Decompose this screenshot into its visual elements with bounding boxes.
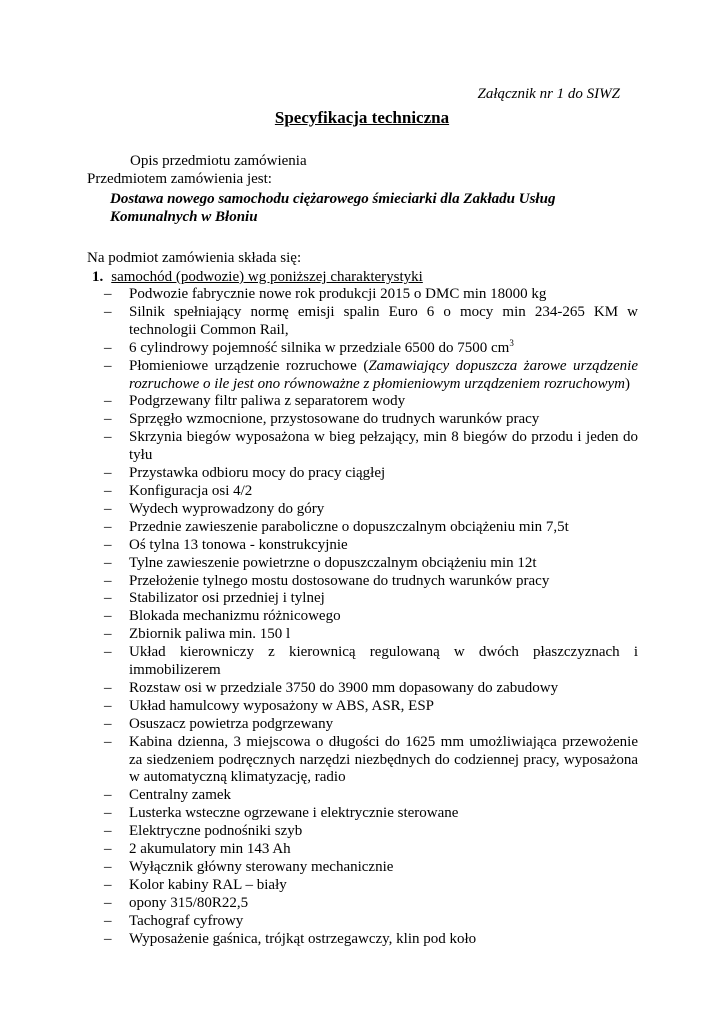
bullet-dash: – [104, 805, 112, 822]
list-item: – Oś tylna 13 tonowa - konstrukcyjnie [104, 536, 348, 553]
list-item: – Blokada mechanizmu różnicowego [104, 608, 341, 625]
bullet-dash: – [104, 894, 112, 911]
list-item: – Skrzynia biegów wyposażona w bieg pełzający, min 8 biegów do przodu i jeden do tyłu [104, 429, 638, 464]
order-subject: Dostawa nowego samochodu ciężarowego śmieciarki dla Zakładu Usług Komunalnych w Błoniu [110, 191, 556, 225]
bullet-dash: – [104, 841, 112, 858]
bullet-dash: – [104, 823, 112, 840]
bullet-dash: – [104, 644, 112, 661]
spec-list [104, 286, 638, 949]
bullet-dash: – [104, 715, 112, 732]
bullet-dash: – [104, 339, 112, 356]
list-item: – Wyposażenie gaśnica, trójkąt ostrzegawczy, klin pod koło [104, 930, 477, 947]
consists-line: Na podmiot zamówienia składa się: [87, 250, 302, 266]
bullet-dash: – [104, 465, 112, 482]
bullet-dash: – [104, 876, 112, 893]
bullet-dash: – [104, 572, 112, 589]
bullet-dash: – [104, 357, 112, 374]
list-item: – Tachograf cyfrowy [104, 912, 244, 929]
list-item: – Rozstaw osi w przedziale 3750 do 3900 mm dopasowany do zabudowy [104, 679, 559, 696]
annex-label: Załącznik nr 1 do SIWZ [477, 86, 620, 102]
bullet-dash: – [104, 590, 112, 607]
bullet-dash: – [104, 626, 112, 643]
intro-line-2: Przedmiotem zamówienia jest: [87, 171, 272, 187]
list-item: – Konfiguracja osi 4/2 [104, 482, 253, 499]
intro-line-1: Opis przedmiotu zamówienia [130, 153, 307, 169]
superscript: 3 [509, 337, 514, 348]
section-1-text: samochód (podwozie) wg poniższej charakterystyki [111, 269, 423, 285]
bullet-dash: – [104, 787, 112, 804]
bullet-dash: – [104, 608, 112, 625]
bullet-dash: – [104, 500, 112, 517]
list-item: – 6 cylindrowy pojemność silnika w przedziale 6500 do 7500 $cm^3$ [104, 337, 514, 356]
bullet-dash: – [104, 912, 112, 929]
section-1-number: 1. [92, 269, 104, 285]
bullet-dash: – [104, 411, 112, 428]
list-item: – Sprzęgło wzmocnione, przystosowane do trudnych warunków pracy [104, 411, 540, 428]
italic-note: Zamawiający dopuszcza żarowe urządzenie rozruchowe o ile jest ono równoważne z płomieniowym urządzeniem rozruchowym [129, 357, 638, 392]
list-item: – Silnik spełniający normę emisji spalin Euro 6 o mocy min 234-265 KM w technologii Common Rail, [104, 303, 638, 338]
list-item: – Tylne zawieszenie powietrzne o dopuszczalnym obciążeniu min 12t [104, 554, 537, 571]
list-item: – Przednie zawieszenie paraboliczne o dopuszczalnym obciążeniu min 7,5t [104, 518, 569, 535]
list-item: – Osuszacz powietrza podgrzewany [104, 715, 334, 732]
list-item: – Elektryczne podnośniki szyb [104, 823, 303, 840]
bullet-dash: – [104, 536, 112, 553]
list-item: – Układ kierowniczy z kierownicą regulowaną w dwóch płaszczyznach i immobilizerem [104, 644, 638, 679]
bullet-dash: – [104, 679, 112, 696]
list-item: – 2 akumulatory min 143 Ah [104, 841, 291, 858]
list-item: – opony 315/80R22,5 [104, 894, 249, 911]
list-item: – Kabina dzienna, 3 miejscowa o długości do 1625 mm umożliwiająca przewożenie za siedzeniem podręcznych narzędzi niezbędnych do codziennej pracy, wyposażona w automatyczną klimatyzację, radio [104, 733, 638, 786]
list-item: – Lusterka wsteczne ogrzewane i elektrycznie sterowane [104, 805, 459, 822]
list-item: – Wydech wyprowadzony do góry [104, 500, 325, 517]
page-title: Specyfikacja techniczna [274, 108, 450, 127]
bullet-dash: – [104, 930, 112, 947]
bullet-dash: – [104, 733, 112, 750]
list-item: – Przełożenie tylnego mostu dostosowane do trudnych warunków pracy [104, 572, 550, 589]
section-1-heading [92, 268, 423, 286]
bullet-dash: – [104, 393, 112, 410]
list-item: – Stabilizator osi przedniej i tylnej [104, 590, 325, 607]
list-item: – Układ hamulcowy wyposażony w ABS, ASR, ESP [104, 697, 435, 714]
bullet-dash: – [104, 554, 112, 571]
list-item: – Wyłącznik główny sterowany mechanicznie [104, 859, 394, 875]
list-item: – Podwozie fabrycznie nowe rok produkcji 2015 o DMC min 18000 kg [104, 286, 547, 302]
list-item: – Płomieniowe urządzenie rozruchowe (Zamawiający dopuszcza żarowe urządzenie rozruchowe o ile jest ono równoważne z płomieniowym urządzeniem rozruchowym) [104, 357, 638, 392]
bullet-dash: – [104, 429, 112, 446]
bullet-dash: – [104, 303, 112, 320]
bullet-dash: – [104, 482, 112, 499]
bullet-dash: – [104, 697, 112, 714]
bullet-dash: – [104, 859, 112, 875]
list-item: – Podgrzewany filtr paliwa z separatorem wody [104, 393, 406, 410]
list-item: – Zbiornik paliwa min. 150 l [104, 626, 291, 643]
bullet-dash: – [104, 518, 112, 535]
list-item: – Centralny zamek [104, 787, 232, 804]
list-item: – Kolor kabiny RAL – biały [104, 876, 287, 893]
bullet-dash: – [104, 286, 112, 302]
list-item: – Przystawka odbioru mocy do pracy ciągłej [104, 465, 386, 482]
